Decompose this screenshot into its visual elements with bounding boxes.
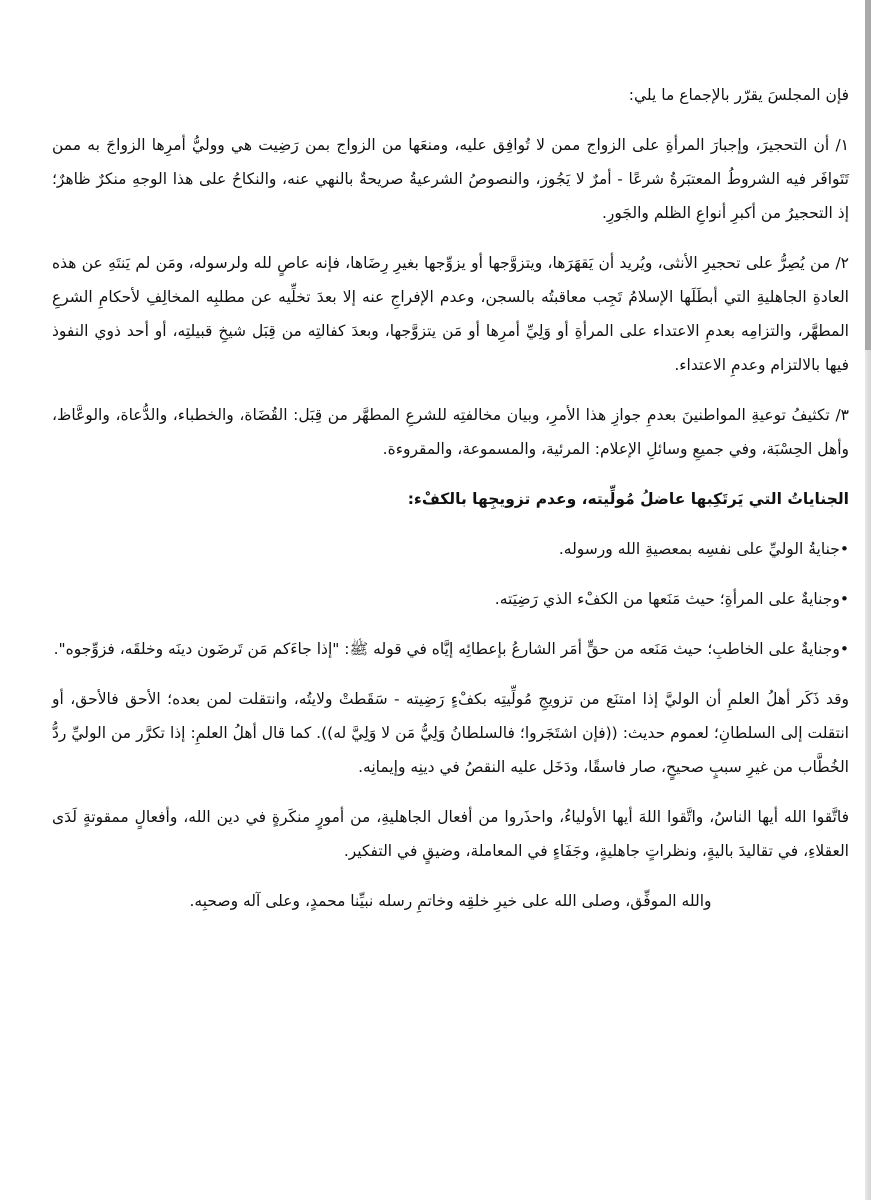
scrollbar-thumb[interactable] (865, 0, 871, 350)
closing-paragraph: فاتَّقوا الله أيها الناسُ، واتَّقوا اللهَ أيها الأولياءُ، واحذَروا من أفعال الجاهليةِ، من أمورٍ منكَرةٍ في دين الله، وأفعالٍ ممقوتةٍ لَدَى العقلاءِ، في تقاليدَ باليةٍ، ونظراتٍ جاهليةٍ، وجَفَاءٍ في المعاملة، وضيقٍ في التفكير. (52, 808, 849, 860)
signoff-line: والله الموفِّق، وصلى الله على خيرِ خلقِه وخاتمِ رسله نبيِّنا محمدٍ، وعلى آله وصحبِه. (189, 892, 712, 910)
point-3-paragraph: ٣/ تكثيفُ توعيةِ المواطنينَ بعدمِ جوازِ هذا الأمرِ، وبيان مخالفتِه للشرعِ المطهَّر من قِبَل: القُضَاة، والخطباء، والدُّعاة، والوعَّاظ، وأهل الحِسْبَة، وفي جميعِ وسائلِ الإعلام: المرئية، والمسموعة، والمقروءة. (52, 406, 849, 458)
section-heading: الجناياتُ التي يَرتَكِبها عاضلُ مُولِّيته، وعدم تزويجِها بالكفْء: (407, 490, 849, 508)
point-1-paragraph: ١/ أن التحجيرَ، وإجبارَ المرأةِ على الزواج ممن لا تُوافِق عليه، ومنعَها من الزواج بمن رَضِيت هي ووليُّ أمرِها الزواجَ به ممن تَتَوافَر فيه الشروطُ المعتبَرةُ شرعًا - أمرٌ لا يَجُوز، والنصوصُ الشرعيةُ صريحةٌ بالنهي عنه، والنكاحُ على هذا الوجهِ منكرٌ ظاهرٌ؛ إذ التحجيرُ من أكبرِ أنواعِ الظلم والجَورِ. (52, 136, 849, 222)
document-page (52, 78, 849, 934)
closing-paragraph: وقد ذَكَر أهلُ العلمِ أن الوليَّ إذا امتنَع من تزويجِ مُولِّيتِه بكفْءٍ رَضِيته - سَقَطتْ ولايتُه، وانتقلت لمن بعده؛ الأحق فالأحق، أو انتقلت إلى السلطانِ؛ لعموم حديث: ((فإن اشتَجَروا؛ فالسلطانُ وَلِيُّ مَن لا وَلِيَّ له)). كما قال أهلُ العلمِ: إذا تكرَّر من الوليِّ ردُّ الخُطَّاب من غيرِ سببٍ صحيحٍ، صار فاسقًا، ودَخَل عليه النقصُ في دينِه وإيمانِه. (52, 690, 849, 776)
bullet-item: •وجنايةٌ على المرأةِ؛ حيث مَنَعها من الكفْء الذي رَضِيَته. (494, 590, 849, 608)
point-2-paragraph: ٢/ من يُصِرُّ على تحجيرِ الأنثى، ويُريد أن يَقهَرَها، ويتزوَّجها أو يزوِّجها بغيرِ رِضَاها، فإنه عاصٍ لله ولرسوله، ومَن لم يَنتَهِ عن هذه العادةِ الجاهليةِ التي أبطَلَها الإسلامُ تَجِب معاقبتُه بالسجن، وعدم الإفراجِ عنه إلا بعدَ تخلِّيه عن مطلبِه المخالِفِ لأحكامِ الشرعِ المطهَّر، والتزامِه بعدمِ الاعتداء على المرأةِ أو وَلِيِّ أمرِها أو مَن يتزوَّجها، وبعدَ كفالتِه من قِبَل شيخِ قبيلتِه، أو أحد ذوي النفوذ فيها بالالتزام وعدمِ الاعتداء. (52, 254, 849, 374)
bullet-item: •جنايةُ الوليِّ على نفسِه بمعصيةِ الله ورسوله. (558, 540, 849, 558)
scrollbar-track[interactable] (865, 0, 871, 1200)
intro-paragraph: فإن المجلسَ يقرّر بالإجماع ما يلي: (628, 86, 849, 104)
bullet-item: •وجنايةٌ على الخاطبِ؛ حيث مَنَعه من حقٍّ أمَر الشارعُ بإعطائِه إيَّاه في قوله ﷺ: "إذا جاءَكم مَن تَرضَون دينَه وخلقَه، فزوِّجوه". (53, 640, 849, 658)
